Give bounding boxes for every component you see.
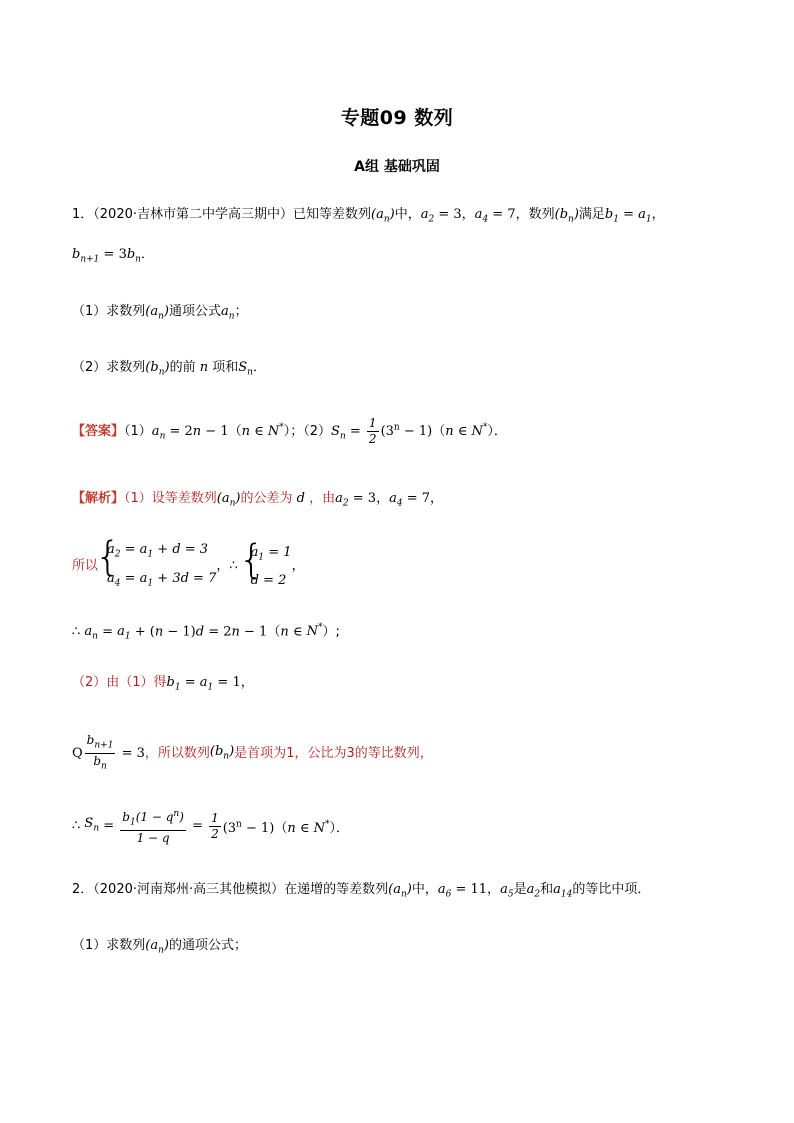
- q1-intro: 1．（2020·吉林市第二中学高三期中）已知等差数列$(a_n)$中，$a_2 = 3$，$a_4 = 7$，数列$(b_n)$满足$b_1 = a_1$，: [72, 207, 665, 225]
- q1-recurrence: $b_{n+1} = 3b_n$．: [72, 247, 154, 265]
- answer-tag: 【答案】: [72, 424, 125, 439]
- q1-part2: （2）求数列$(b_n)$的前 n 项和$S_n$．: [72, 360, 266, 378]
- analysis-tag: 【解析】: [72, 491, 125, 506]
- q1-ratio: Q $\frac{b_{n+1}}{b_n}$ = 3，所以数列$(b_n)$是首项为1，公比为3的等比数列，: [72, 733, 433, 772]
- page-title: 专题09 数列: [340, 107, 454, 129]
- section-subtitle: A组 基础巩固: [354, 159, 440, 175]
- q2-intro: 2．（2020·河南郑州·高三其他模拟）在递增的等差数列$(a_n)$中，$a_6 = 11$，$a_5$是$a_2$和$a_{14}$的等比中项．: [72, 882, 651, 900]
- q1-sum: ∴ $S_n$ = $\frac{b_1(1 - q^n)}{1 - q}$ = $\frac{1}{2}$ $(3^n - 1)(n$ ∈ N*）．: [72, 809, 350, 846]
- q1-answer: 【答案】$(1)a_n = 2n - 1(n$ ∈ N*）；$(2)S_n$ = $\frac{1}{2}$ $(3^n - 1)(n$ ∈ N*）．: [72, 416, 507, 446]
- q1-system: 所以 { $a_2 = a_1 + d = 3$ $a_4 = a_1 + 3d = 7$ ，∴ { $a_1 = 1$ d = 2 ，: [72, 538, 305, 588]
- q1-part2-intro: （2）由（1）得$b_1 = a_1 = 1$，: [72, 675, 254, 693]
- q1-general-term: ∴ $a_n = a_1 + (n - 1)d = 2n - 1(n$ ∈ N*）;: [72, 623, 340, 642]
- q2-part1: （1）求数列$(a_n)$的通项公式；: [72, 938, 247, 956]
- q1-analysis-1: 【解析】（1）设等差数列$(a_n)$的公差为 d ，由$a_2 = 3$，$a_4 = 7$，: [72, 491, 444, 509]
- q1-part1: （1）求数列$(a_n)$通项公式$a_n$；: [72, 304, 248, 322]
